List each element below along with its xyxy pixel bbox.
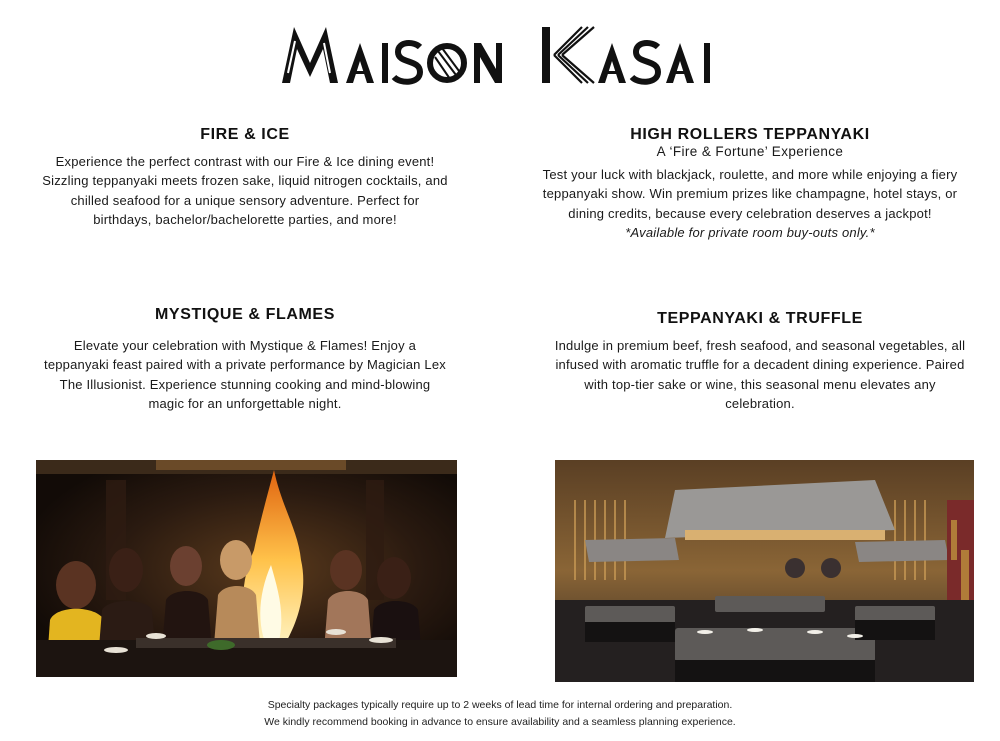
brand-logo [0,14,1000,94]
footer-note [0,697,1000,731]
section-title: HIGH ROLLERS TEPPANYAKI [630,126,870,143]
section-title: MYSTIQUE & FLAMES [155,306,335,323]
section-body: Elevate your celebration with Mystique & Flames! Enjoy a teppanyaki feast paired with a private performance by Magician Lex The Illusionist. Experience stunning cooking and mind-blowing magic for an unforgettable night. [44,338,446,412]
section-high-rollers [540,126,960,243]
section-body: Experience the perfect contrast with our Fire & Ice dining event! Sizzling teppanyaki meets frozen sake, liquid nitrogen cocktails, and chilled seafood for a unique sensory adventure. Perfect for birthdays, bachelor/bachelorette parties, and more! [42,154,448,228]
section-body: Indulge in premium beef, fresh seafood, and seasonal vegetables, all infused with aromatic truffle for a decadent dining experience. Paired with top-tier sake or wine, this seasonal menu elevates any celebration. [554,338,966,412]
photo-teppanyaki-flame-party [36,460,457,677]
footer-line-2: We kindly recommend booking in advance to ensure availability and a seamless planning experience. [264,716,736,728]
section-fire-and-ice [40,126,450,230]
brand-wordmark [280,21,720,87]
section-mystique-and-flames [40,306,450,414]
section-body: Test your luck with blackjack, roulette, and more while enjoying a fiery teppanyaki show. Win premium prizes like champagne, hotel stays, or dining credits, because every celebration deserves a jackpot! [542,167,958,221]
section-note: *Available for private room buy-outs only.* [625,225,875,241]
photo-restaurant-interior [555,460,974,682]
section-subtitle: A ‘Fire & Fortune’ Experience [656,144,844,159]
section-teppanyaki-and-truffle [548,310,972,414]
section-title: FIRE & ICE [200,126,290,143]
section-title: TEPPANYAKI & TRUFFLE [657,310,863,327]
footer-line-1: Specialty packages typically require up to 2 weeks of lead time for internal ordering and preparation. [267,699,733,711]
